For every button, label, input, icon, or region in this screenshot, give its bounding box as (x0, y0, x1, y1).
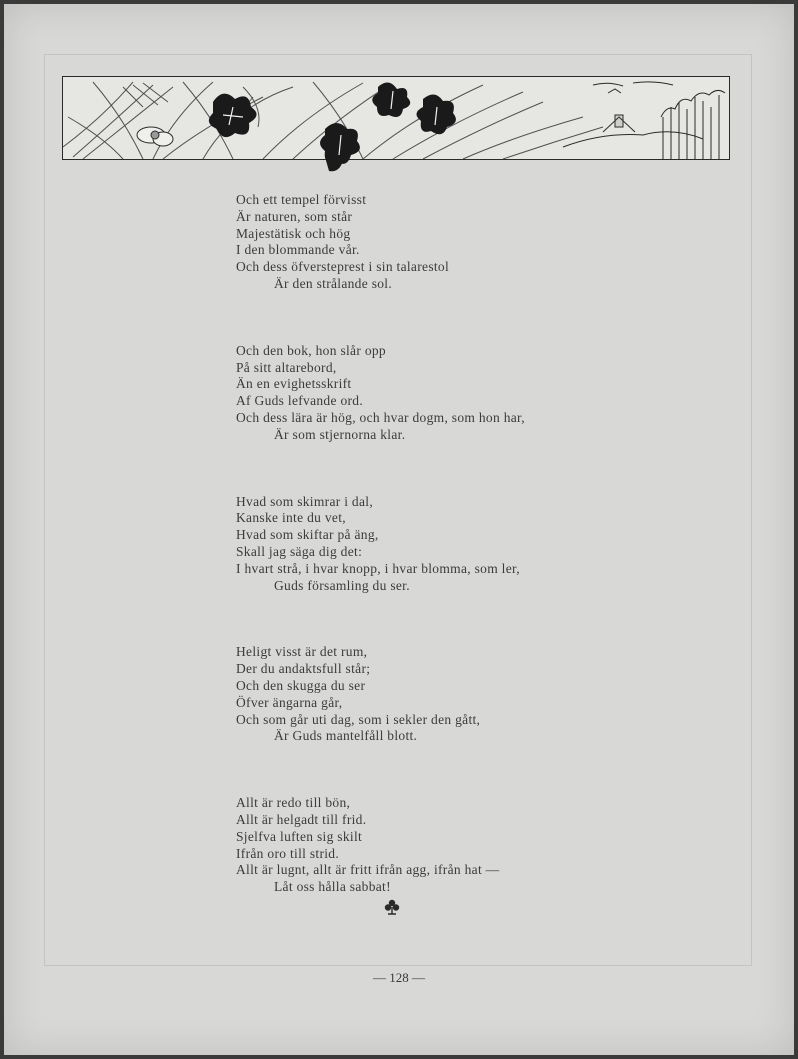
poem-line: Öfver ängarna går, (236, 694, 343, 710)
poem-line: Kanske inte du vet, (236, 510, 346, 526)
poem-line: Skall jag säga dig det: (236, 543, 363, 559)
poem-line: Allt är lugnt, allt är fritt ifrån agg, ifrån hat — (236, 862, 500, 878)
stanza (236, 795, 696, 896)
clover-ornament-icon (382, 897, 402, 917)
poem-line-indented: Är den strålande sol. (274, 275, 393, 291)
poem-line: Ifrån oro till strid. (236, 845, 340, 861)
poem-line-indented: Är Guds mantelfåll blott. (274, 728, 418, 744)
poem-line: I hvart strå, i hvar knopp, i hvar blomma, som ler, (236, 560, 520, 576)
poem (236, 192, 696, 946)
stanza (236, 494, 696, 595)
poem-line: Allt är helgadt till frid. (236, 811, 367, 827)
poem-line: Heligt visst är det rum, (236, 644, 368, 660)
page-number: — 128 — (373, 970, 425, 985)
poem-line: Och den bok, hon slår opp (236, 342, 386, 358)
poem-line: Der du andaktsfull står; (236, 661, 371, 677)
poem-line: I den blommande vår. (236, 242, 360, 258)
poem-line: På sitt altarebord, (236, 359, 337, 375)
book-page (4, 4, 794, 1055)
poem-line: Är naturen, som står (236, 208, 353, 224)
poem-line: Allt är redo till bön, (236, 795, 351, 811)
poem-line: Än en evighetsskrift (236, 376, 352, 392)
poem-line: Af Guds lefvande ord. (236, 393, 364, 409)
stanza (236, 343, 696, 444)
poem-line: Och dess lära är hög, och hvar dogm, som hon har, (236, 409, 525, 425)
poem-line: Och som går uti dag, som i sekler den gått, (236, 711, 481, 727)
poem-line-indented: Guds församling du ser. (274, 577, 410, 593)
poem-line: Och ett tempel förvisst (236, 192, 367, 207)
flowers-meadow-illustration (63, 77, 729, 177)
stanza (236, 644, 696, 745)
poem-line: Hvad som skiftar på äng, (236, 527, 379, 543)
poem-line: Sjelfva luften sig skilt (236, 828, 363, 844)
poem-line: Och den skugga du ser (236, 677, 366, 693)
poem-line: Majestätisk och hög (236, 225, 351, 241)
stanza (236, 192, 696, 293)
poem-line-indented: Låt oss hålla sabbat! (274, 879, 391, 895)
poem-line-indented: Är som stjernorna klar. (274, 426, 406, 442)
header-illustration (62, 76, 730, 160)
poem-line: Hvad som skimrar i dal, (236, 493, 374, 509)
poem-line: Och dess öfversteprest i sin talarestol (236, 259, 450, 275)
